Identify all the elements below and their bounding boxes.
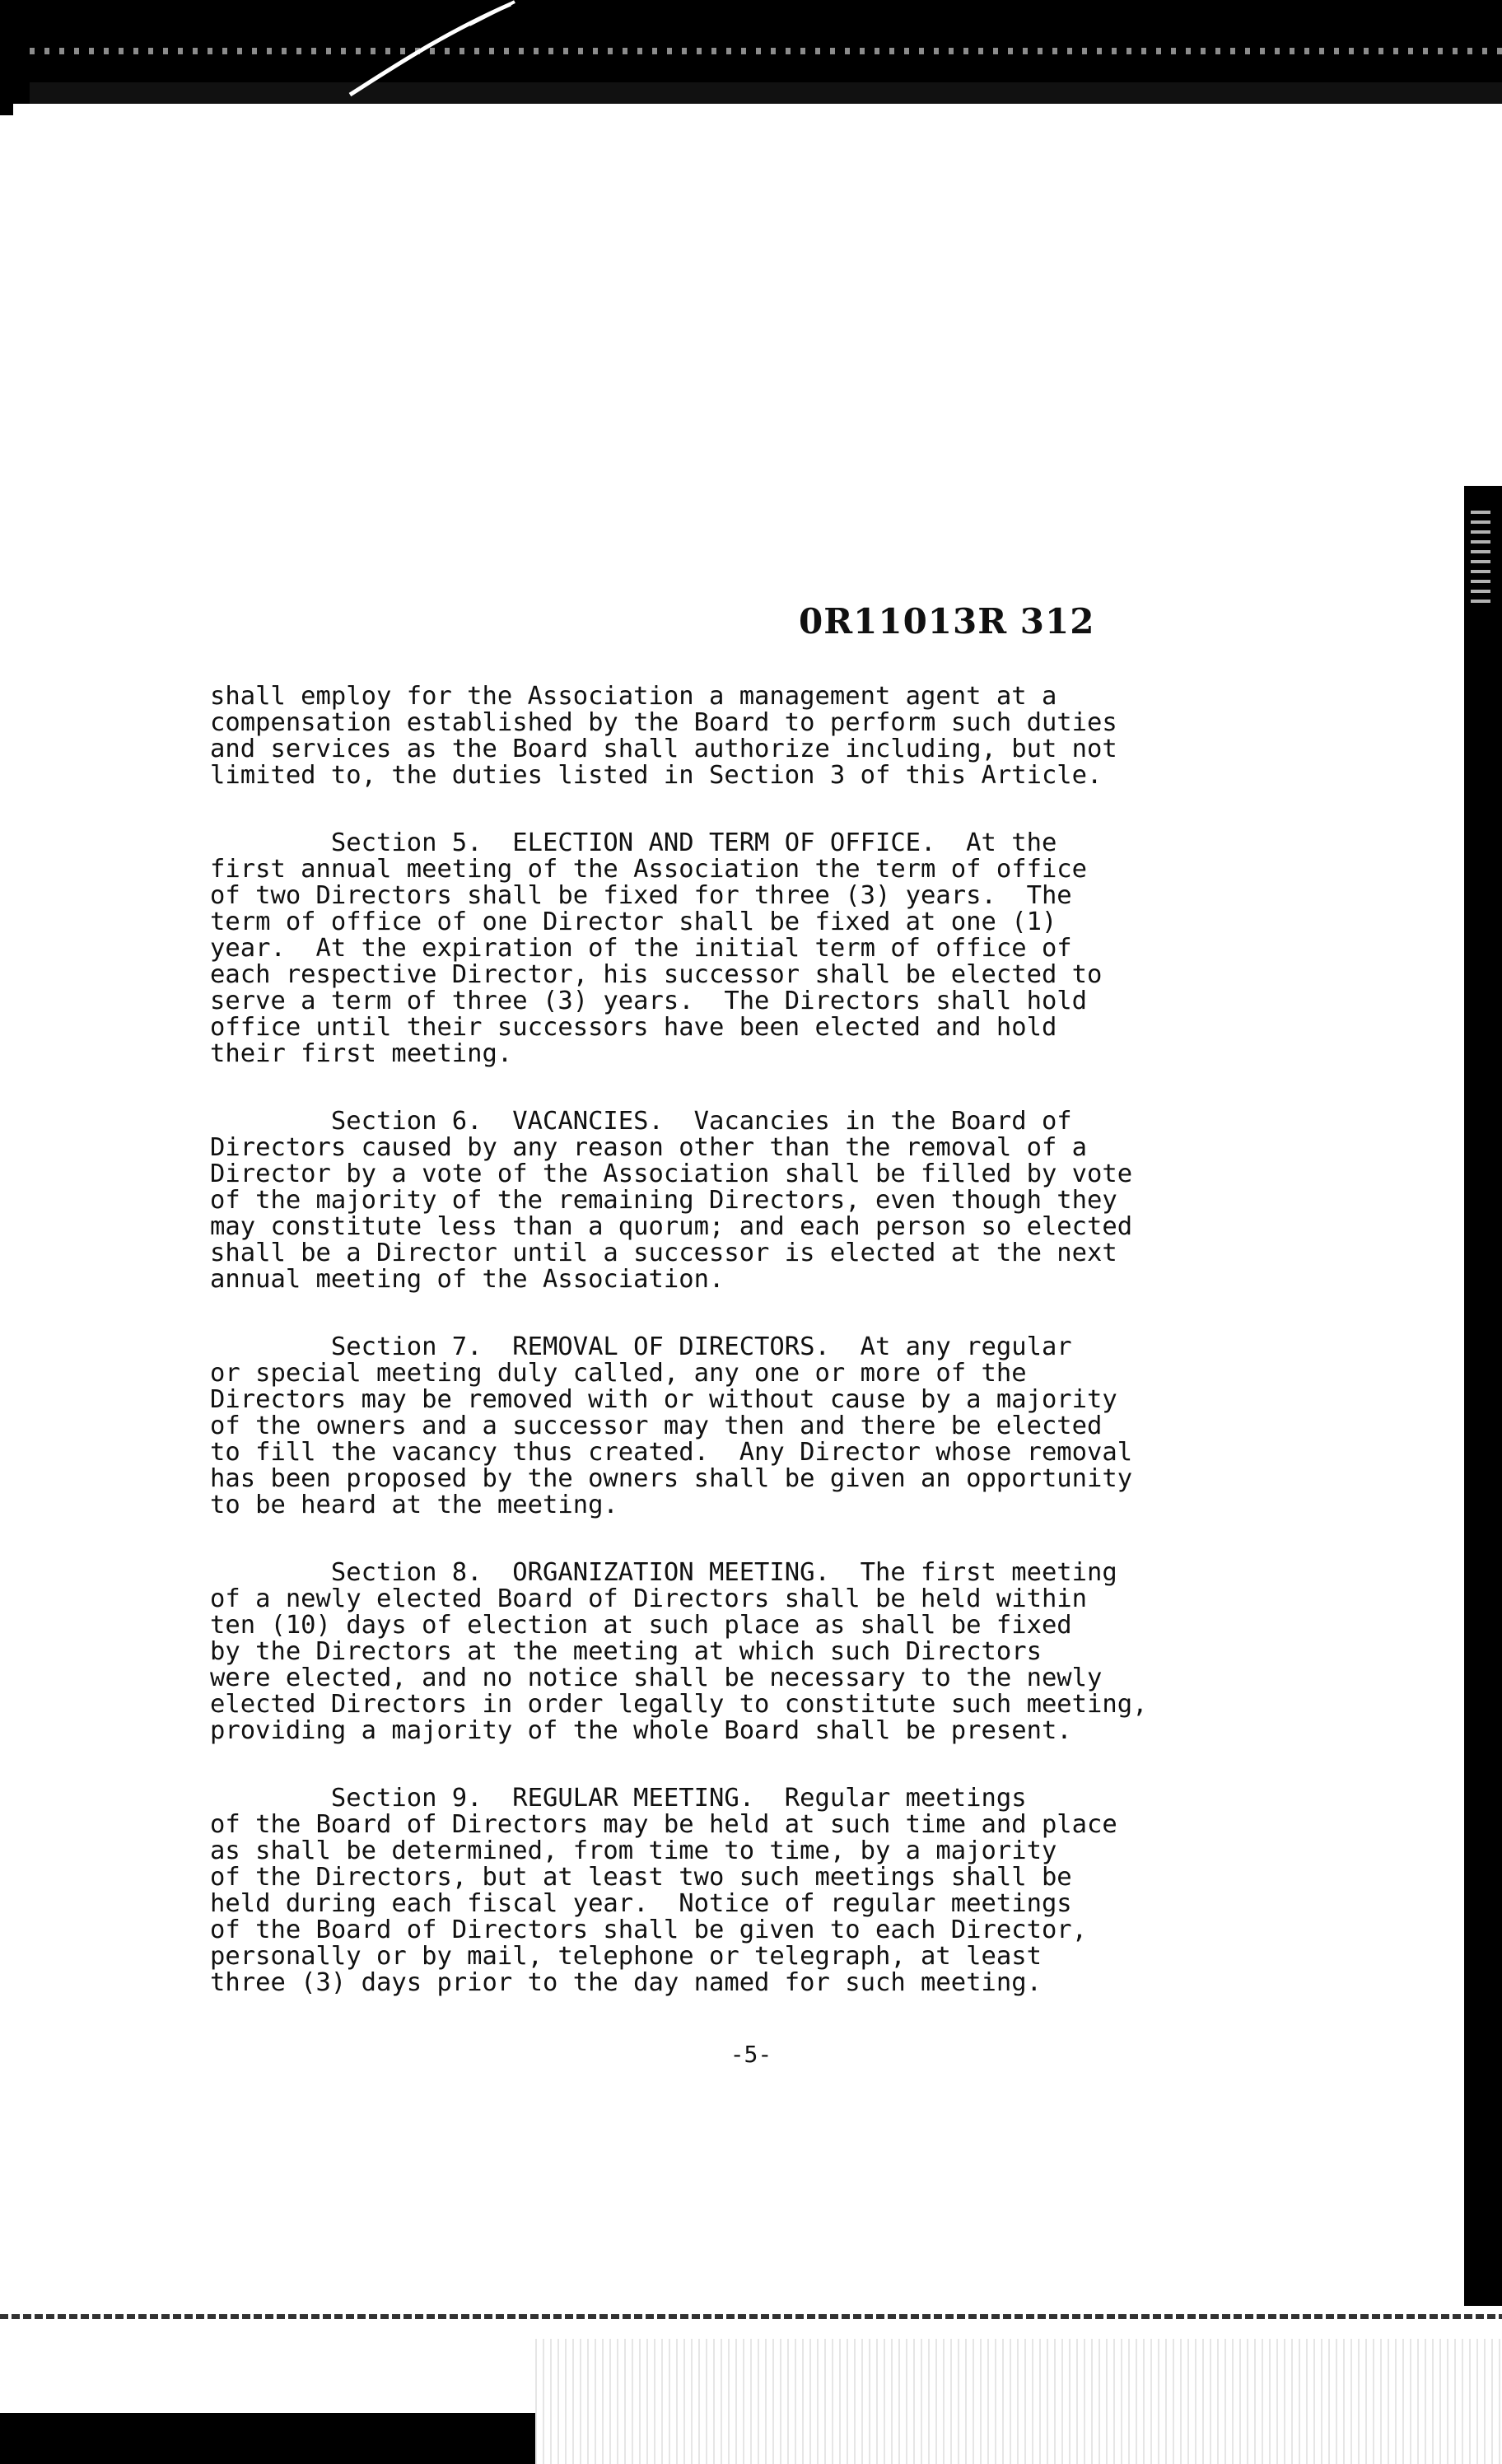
paragraph-section-6: Section 6. VACANCIES. Vacancies in the Board of Directors caused by any reason other than the removal of a Director by a vote of the Association shall be filled by vote of the majority of the remaining Directors, even though they may constitute less than a quorum; and each person so elected shall be a Director until a successor is elected at the next annual meeting of the Association. [210, 1107, 1133, 1294]
paragraph-section-9: Section 9. REGULAR MEETING. Regular meetings of the Board of Directors may be held at such time and place as shall be determined, from time to time, by a majority of the Directors, but at least two such meetings shall be held during each fiscal year. Notice of regular meetings of the Board of Directors shall be given to each Director, personally or by mail, telephone or telegraph, at least three (3) days prior to the day named for such meeting. [210, 1784, 1117, 1997]
pen-stroke-mark [346, 0, 527, 99]
scan-border-right [1464, 486, 1502, 2464]
scan-border-top [0, 0, 1502, 82]
scan-border-bottom [0, 2306, 1502, 2464]
paragraph-section-8: Section 8. ORGANIZATION MEETING. The first meeting of a newly elected Board of Directors shall be held within ten (10) days of election at such place as shall be fixed by the Directors at the meeting at which such Directors were elected, and no notice shall be necessary to the newly elected Directors in order legally to constitute such meeting, providing a majority of the whole Board shall be present. [210, 1558, 1148, 1745]
document-body [210, 684, 1280, 2037]
paragraph-section-5: Section 5. ELECTION AND TERM OF OFFICE. At the first annual meeting of the Association the term of office of two Directors shall be fixed for three (3) years. The term of office of one Director shall be fixed at one (1) year. At the expiration of the initial term of office of each respective Director, his successor shall be elected to serve a term of three (3) years. The Directors shall hold office until their successors have been elected and hold their first meeting. [210, 828, 1103, 1068]
book-page-number: 0R11013R 312 [799, 601, 1095, 642]
scan-border-left [0, 0, 30, 115]
paragraph-section-7: Section 7. REMOVAL OF DIRECTORS. At any regular or special meeting duly called, any one or more of the Directors may be removed with or without cause by a majority of the owners and a successor may then and there be elected to fill the vacancy thus created. Any Director whose removal has been proposed by the owners shall be given an opportunity to be heard at the meeting. [210, 1332, 1133, 1519]
page-number: -5- [730, 2041, 772, 2068]
scan-border-top-gap [0, 82, 1502, 104]
paragraph-management-agent: shall employ for the Association a management agent at a compensation established by the Board to perform such duties and services as the Board shall authorize including, but not limited to, the duties listed in Section 3 of this Article. [210, 682, 1117, 790]
